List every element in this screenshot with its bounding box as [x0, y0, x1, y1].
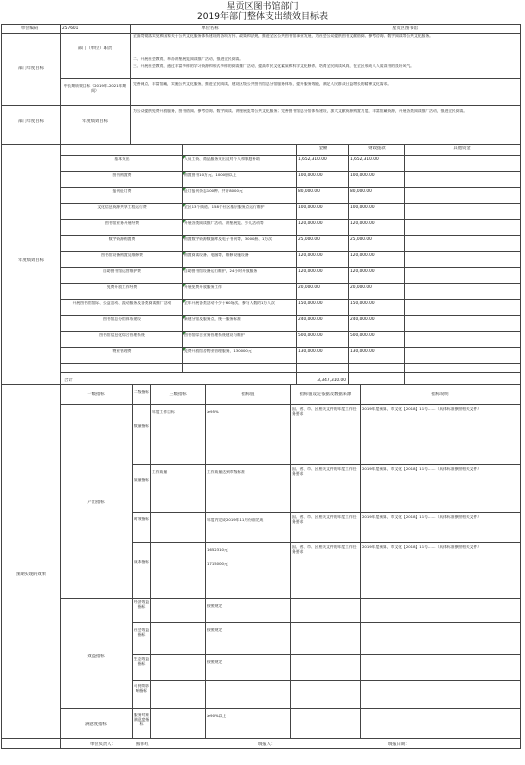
budget-item-amount: 500,000.00	[298, 333, 323, 338]
output-indicator-label: 产出指标	[87, 500, 105, 505]
ind-note: 2019年度预算，市文化【2018】11号……（具体标准参照相关文件）	[362, 515, 482, 519]
budget-item-fiscal: 120,000.00	[350, 221, 375, 226]
annual-perf-goal-label: 年度绩效目标	[18, 258, 44, 263]
budget-item-desc: 购置阅读设备、电脑等，维修设施设备	[184, 253, 249, 257]
budget-item-desc: 开展各类阅读推广活动、讲座展览、少儿活动等	[184, 221, 264, 225]
mid-term-goal-text: 完善网点，丰富馆藏，实施公共文化服务，推进全民阅读，建设区级公共图书馆总分馆服务体系，提升服务效能，满足人民群众日益增长的精神文化需求。	[133, 82, 392, 86]
budget-item-name: 自助图书馆运营维护费	[103, 269, 141, 273]
budget-item-desc: 新建分馆及服务点，统一服务标准	[184, 317, 241, 321]
budget-item-other	[406, 173, 516, 186]
budget-item-name: 图书馆设备购置及维修费	[101, 253, 143, 257]
budget-item-desc: 人员工资、商品服务支出及对个人和家庭补助	[184, 157, 260, 161]
expected-effect-label: 预期实现的效果	[15, 572, 47, 577]
ind-value: 1652310元	[207, 548, 228, 552]
budget-item-amount: 1,652,310.00	[298, 157, 327, 162]
budget-item-amount: 20,000.00	[298, 285, 320, 290]
budget-item-amount: 100,000.00	[298, 173, 323, 178]
budget-item-fiscal: 20,000.00	[350, 285, 372, 290]
dept-duty-label: 部门（单位）职责	[77, 46, 113, 51]
budget-item-amount: 150,000.00	[298, 301, 323, 306]
total-label: 合计	[64, 378, 73, 383]
ind-value-2: 1715000元	[207, 562, 228, 566]
ind-value: 按照规定	[207, 628, 223, 632]
budget-item-name: 免费开放工作经费	[106, 285, 138, 289]
budget-item-other	[406, 301, 516, 314]
budget-item-other	[406, 333, 516, 346]
budget-item-other	[406, 157, 516, 170]
budget-item-fiscal: 25,000.00	[350, 237, 372, 242]
ind-level3: 工作质量	[152, 470, 168, 474]
budget-item-other	[406, 221, 516, 234]
budget-item-desc: 开展免费开放服务工作	[184, 285, 222, 289]
budget-item-desc: 购置数字资源数据库及电子书刊等，3000册、1万次	[184, 237, 273, 241]
budget-item-name: 物业管理费	[112, 349, 132, 353]
budget-item-other	[406, 317, 516, 330]
ind-value: ≥95%	[207, 410, 219, 414]
ind-note: 2019年度预算，市文化【2018】11号……（具体标准参照相关文件）	[362, 467, 482, 471]
dept-duty-text-2: 二、开展社会教育，举办讲座展览阅读推广活动，推进全民阅读。	[133, 57, 244, 61]
dept-goal-label: 部门年度目标	[18, 66, 44, 71]
budget-item-amount: 130,000.00	[298, 349, 323, 354]
budget-item-name: 图书馆信息化综合管理系统	[99, 333, 145, 337]
ind-header-note: 指标说明	[431, 392, 449, 397]
budget-item-name: 图书馆总分馆体系建设	[103, 317, 141, 321]
unit-head-value: 熊伟红	[136, 742, 149, 747]
budget-item-desc: 全年开展各类活动不少于60场次，参与人数约1万人次	[184, 301, 275, 305]
ind-level2: 生态效益指标	[133, 657, 150, 666]
budget-item-fiscal: 100,000.00	[350, 173, 375, 178]
ind-value: ≥90%以上	[207, 714, 227, 718]
ind-level2: 经济效益指标	[133, 600, 150, 609]
budget-item-desc: 图书馆综合业务管理系统建设与维护	[184, 333, 245, 337]
ind-level2: 可持续影响指标	[133, 684, 150, 693]
ind-basis: 国、省、市、区相关文件的年度工作任务要求	[292, 467, 357, 476]
budget-item-amount: 240,000.00	[298, 317, 323, 322]
budget-item-amount: 120,000.00	[298, 269, 323, 274]
ind-basis: 国、省、市、区相关文件的年度工作任务要求	[292, 515, 357, 524]
ind-level2: 服务对象满意度指标	[133, 713, 150, 727]
unit-code-value: 257601	[62, 26, 79, 31]
ind-basis: 国、省、市、区相关文件的年度工作任务要求	[292, 545, 357, 554]
ind-header-l1: 一级指标	[87, 392, 105, 397]
ind-level3: 年度工作目标	[152, 410, 175, 414]
budget-item-other	[406, 189, 516, 202]
unit-head-label: 单位负责人：	[90, 742, 116, 747]
ind-header-l3: 三级指标	[169, 392, 187, 397]
budget-item-name: 基本支出	[114, 157, 130, 161]
benefit-indicator-label: 效益指标	[87, 654, 105, 659]
sheet-title-line2: 2019年部门整体支出绩效目标表	[197, 12, 328, 22]
budget-item-amount: 80,000.00	[298, 189, 320, 194]
budget-item-other	[406, 285, 516, 298]
budget-item-fiscal: 120,000.00	[350, 269, 375, 274]
ind-value: 工作质量达到市级标准	[207, 470, 245, 474]
col-other-header: 其他资金	[453, 146, 471, 151]
budget-item-desc: 全区13个街道、158个社区基层服务点运行维护	[184, 205, 265, 209]
col-fiscal-header: 财政拨款	[368, 146, 386, 151]
ind-level2: 成本指标	[133, 560, 150, 564]
ind-header-value: 指标值	[241, 392, 255, 397]
budget-item-other	[406, 269, 516, 282]
budget-item-other	[406, 253, 516, 266]
budget-item-fiscal: 240,000.00	[350, 317, 375, 322]
fill-date-label: 填报日期：	[388, 742, 410, 747]
ind-level2: 数量指标	[133, 424, 150, 428]
ind-value: 按照规定	[207, 604, 223, 608]
year-goal-text: 为公众提供免费开放服务，图书借阅、参考咨询、数字阅读、讲座展览等公共文化服务；完善图书馆总分馆体系建设，加大文献资源购置力度，丰富馆藏资源，开展各类阅读推广活动，推进全民阅读。	[133, 109, 468, 113]
dept-duty-text: 全面贯彻落实党和国家关于公共文化服务体系建设的各项方针、政策和法规，推进全区公共图书馆事业发展，为社会公众提供图书文献借阅、参考咨询、数字阅读等公共文化服务。	[133, 34, 433, 38]
budget-item-amount: 100,000.00	[298, 205, 323, 210]
ind-value: 年度内完成2019年11月份前完成	[207, 518, 264, 522]
year-goal-label: 年度绩效目标	[82, 119, 108, 124]
ind-header-basis: 指标值设定依据及数据来源	[299, 392, 352, 397]
budget-item-name: 文化信息资源共享工程运行费	[97, 205, 147, 209]
ind-level2: 社会效益指标	[133, 628, 150, 637]
budget-item-amount: 120,000.00	[298, 221, 323, 226]
col-amount-header: 金额	[318, 146, 328, 151]
ind-level2: 质量指标	[133, 478, 150, 482]
ind-note: 2019年度预算，市文化【2018】11号……（具体标准参照相关文件）	[362, 545, 482, 549]
budget-item-name: 开展图书馆馆际、公益活动、流动服务及各类阅读推广活动	[72, 301, 172, 305]
budget-item-fiscal: 500,000.00	[350, 333, 375, 338]
year-dept-goal-label: 部门年度目标	[18, 119, 44, 124]
budget-item-amount: 25,000.00	[298, 237, 320, 242]
ind-level2: 时效指标	[133, 517, 150, 521]
budget-item-name: 报刊征订费	[112, 189, 132, 193]
budget-item-name: 图书购置费	[112, 173, 132, 177]
budget-item-fiscal: 80,000.00	[350, 189, 372, 194]
budget-item-desc: 购置图书10万元、1000册以上	[184, 173, 237, 177]
sheet-title-line1: 星贡区图书馆部门	[226, 2, 299, 12]
budget-item-fiscal: 1,652,310.00	[350, 157, 379, 162]
mid-term-goal-label: 中长期绩效目标（2019年-2021年期间）	[63, 84, 127, 93]
budget-item-amount: 120,000.00	[298, 253, 323, 258]
budget-item-fiscal: 120,000.00	[350, 253, 375, 258]
budget-item-fiscal: 130,000.00	[350, 349, 375, 354]
budget-item-other	[406, 205, 516, 218]
ind-note: 2019年度预算，市文化【2018】11号……（具体标准参照相关文件）	[362, 407, 482, 411]
budget-item-desc: 征订报刊杂志100种、共计8000元	[184, 189, 243, 193]
budget-item-name: 数字资源购置费	[108, 237, 136, 241]
budget-item-name: 图书馆业务开展经费	[104, 221, 140, 225]
budget-item-desc: 自助图书馆设备运行维护，24小时开放服务	[184, 269, 258, 273]
ind-basis: 国、省、市、区相关文件的年度工作任务要求	[292, 407, 357, 416]
budget-item-fiscal: 150,000.00	[350, 301, 375, 306]
unit-name-label: 单位名称	[201, 26, 219, 31]
filler-label: 填报人：	[258, 742, 276, 747]
ind-value: 按照规定	[207, 660, 223, 664]
budget-item-other	[406, 237, 516, 250]
satisfaction-indicator-label: 满意度指标	[85, 722, 107, 727]
budget-item-other	[406, 349, 516, 362]
budget-item-desc: 免费开放馆舍物业管理服务，130000元	[184, 349, 252, 353]
dept-duty-text-3: 三、开展社会教育，通过丰富多样的学习资源和形式多样的阅读推广活动，提高市民文化素质和科学文化修养，培育全民阅读风尚，在全区形成人人爱读书的良好风气。	[133, 64, 414, 68]
total-amount: 3,347,310.00	[317, 378, 346, 383]
unit-name-value: 星贡区图书馆	[392, 26, 418, 31]
budget-item-fiscal: 100,000.00	[350, 205, 375, 210]
ind-header-l2: 二级指标	[133, 390, 150, 394]
unit-code-label: 单位编码	[20, 26, 39, 31]
